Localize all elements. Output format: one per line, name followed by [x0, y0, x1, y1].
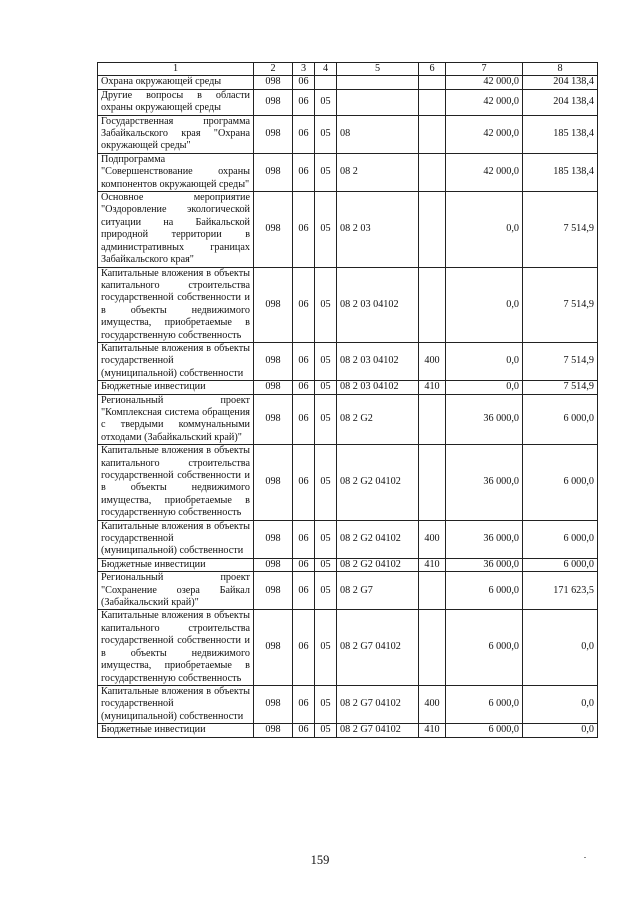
target-article-cell: 08 2 G2 04102: [337, 445, 419, 520]
amount-col7-cell: 42 000,0: [446, 115, 523, 153]
section-code-cell: 06: [293, 153, 315, 191]
expense-type-cell: [419, 267, 446, 342]
admin-code-cell: 098: [254, 394, 293, 445]
expense-type-cell: [419, 394, 446, 445]
admin-code-cell: 098: [254, 153, 293, 191]
column-header: 7: [446, 63, 523, 76]
amount-col8-cell: 185 138,4: [523, 153, 598, 191]
section-code-cell: 06: [293, 89, 315, 115]
row-name-cell: Капитальные вложения в объекты государственной (муниципальной) собственности: [98, 520, 254, 558]
expense-type-cell: 400: [419, 520, 446, 558]
admin-code-cell: 098: [254, 520, 293, 558]
expense-type-cell: [419, 445, 446, 520]
table-row: [98, 445, 598, 520]
target-article-cell: 08 2 G2: [337, 394, 419, 445]
table-row: [98, 153, 598, 191]
section-code-cell: 06: [293, 76, 315, 89]
table-row: [98, 724, 598, 737]
section-code-cell: 06: [293, 610, 315, 685]
table-row: [98, 558, 598, 571]
amount-col8-cell: 6 000,0: [523, 445, 598, 520]
target-article-cell: 08 2 03: [337, 192, 419, 267]
row-name-cell: Бюджетные инвестиции: [98, 724, 254, 737]
admin-code-cell: 098: [254, 267, 293, 342]
row-name-cell: Региональный проект "Сохранение озера Байкал (Забайкальский край)": [98, 572, 254, 610]
subsection-code-cell: 05: [315, 381, 337, 394]
subsection-code-cell: 05: [315, 192, 337, 267]
table-row: [98, 89, 598, 115]
table-row: [98, 572, 598, 610]
subsection-code-cell: 05: [315, 153, 337, 191]
admin-code-cell: 098: [254, 115, 293, 153]
subsection-code-cell: 05: [315, 115, 337, 153]
target-article-cell: 08 2 G2 04102: [337, 520, 419, 558]
target-article-cell: 08 2 G7 04102: [337, 610, 419, 685]
table-row: [98, 76, 598, 89]
column-header: 5: [337, 63, 419, 76]
admin-code-cell: 098: [254, 685, 293, 723]
amount-col8-cell: 0,0: [523, 610, 598, 685]
target-article-cell: 08 2 G7: [337, 572, 419, 610]
subsection-code-cell: 05: [315, 267, 337, 342]
expense-type-cell: [419, 153, 446, 191]
subsection-code-cell: 05: [315, 520, 337, 558]
amount-col7-cell: 42 000,0: [446, 153, 523, 191]
subsection-code-cell: 05: [315, 724, 337, 737]
amount-col7-cell: 36 000,0: [446, 558, 523, 571]
expense-type-cell: 400: [419, 342, 446, 380]
target-article-cell: [337, 89, 419, 115]
subsection-code-cell: 05: [315, 342, 337, 380]
section-code-cell: 06: [293, 685, 315, 723]
amount-col8-cell: 6 000,0: [523, 520, 598, 558]
target-article-cell: 08 2 03 04102: [337, 342, 419, 380]
row-name-cell: Другие вопросы в области охраны окружающей среды: [98, 89, 254, 115]
amount-col7-cell: 36 000,0: [446, 520, 523, 558]
target-article-cell: 08: [337, 115, 419, 153]
amount-col8-cell: 204 138,4: [523, 89, 598, 115]
admin-code-cell: 098: [254, 76, 293, 89]
table-row: [98, 685, 598, 723]
table-row: [98, 520, 598, 558]
table-row: [98, 381, 598, 394]
row-name-cell: Капитальные вложения в объекты капитального строительства государственной собственности и в объекты недвижимого имущества, приобретаемые в государственную собственность: [98, 610, 254, 685]
section-code-cell: 06: [293, 115, 315, 153]
amount-col8-cell: 6 000,0: [523, 558, 598, 571]
table-row: [98, 267, 598, 342]
budget-table: [97, 62, 598, 738]
table-row: [98, 342, 598, 380]
subsection-code-cell: 05: [315, 394, 337, 445]
amount-col7-cell: 6 000,0: [446, 572, 523, 610]
amount-col8-cell: 185 138,4: [523, 115, 598, 153]
row-name-cell: Капитальные вложения в объекты государственной (муниципальной) собственности: [98, 342, 254, 380]
subsection-code-cell: [315, 76, 337, 89]
column-header: 3: [293, 63, 315, 76]
subsection-code-cell: 05: [315, 610, 337, 685]
row-name-cell: Бюджетные инвестиции: [98, 381, 254, 394]
amount-col7-cell: 42 000,0: [446, 76, 523, 89]
admin-code-cell: 098: [254, 192, 293, 267]
column-header: 1: [98, 63, 254, 76]
admin-code-cell: 098: [254, 342, 293, 380]
column-header: 2: [254, 63, 293, 76]
column-header: 8: [523, 63, 598, 76]
amount-col8-cell: 7 514,9: [523, 342, 598, 380]
expense-type-cell: [419, 572, 446, 610]
row-name-cell: Капитальные вложения в объекты капитального строительства государственной собственности и в объекты недвижимого имущества, приобретаемые в государственную собственность: [98, 445, 254, 520]
amount-col7-cell: 6 000,0: [446, 724, 523, 737]
table-header-row: [98, 63, 598, 76]
amount-col8-cell: 7 514,9: [523, 381, 598, 394]
section-code-cell: 06: [293, 394, 315, 445]
amount-col8-cell: 6 000,0: [523, 394, 598, 445]
expense-type-cell: [419, 115, 446, 153]
expense-type-cell: [419, 76, 446, 89]
amount-col7-cell: 6 000,0: [446, 610, 523, 685]
row-name-cell: Бюджетные инвестиции: [98, 558, 254, 571]
section-code-cell: 06: [293, 520, 315, 558]
section-code-cell: 06: [293, 342, 315, 380]
section-code-cell: 06: [293, 445, 315, 520]
expense-type-cell: [419, 610, 446, 685]
amount-col8-cell: 204 138,4: [523, 76, 598, 89]
amount-col8-cell: 7 514,9: [523, 267, 598, 342]
section-code-cell: 06: [293, 558, 315, 571]
amount-col7-cell: 42 000,0: [446, 89, 523, 115]
column-header: 4: [315, 63, 337, 76]
amount-col8-cell: 171 623,5: [523, 572, 598, 610]
expense-type-cell: 400: [419, 685, 446, 723]
row-name-cell: Государственная программа Забайкальского края "Охрана окружающей среды": [98, 115, 254, 153]
amount-col8-cell: 0,0: [523, 724, 598, 737]
expense-type-cell: 410: [419, 381, 446, 394]
target-article-cell: 08 2: [337, 153, 419, 191]
row-name-cell: Подпрограмма "Совершенствование охраны компонентов окружающей среды": [98, 153, 254, 191]
amount-col7-cell: 6 000,0: [446, 685, 523, 723]
subsection-code-cell: 05: [315, 685, 337, 723]
admin-code-cell: 098: [254, 610, 293, 685]
amount-col7-cell: 36 000,0: [446, 394, 523, 445]
table-row: [98, 192, 598, 267]
admin-code-cell: 098: [254, 724, 293, 737]
target-article-cell: 08 2 G7 04102: [337, 685, 419, 723]
section-code-cell: 06: [293, 572, 315, 610]
target-article-cell: 08 2 G7 04102: [337, 724, 419, 737]
subsection-code-cell: 05: [315, 558, 337, 571]
section-code-cell: 06: [293, 267, 315, 342]
table-row: [98, 610, 598, 685]
target-article-cell: 08 2 03 04102: [337, 267, 419, 342]
amount-col8-cell: 0,0: [523, 685, 598, 723]
row-name-cell: Региональный проект "Комплексная система обращения с твердыми коммунальными отходами (Забайкальский край)": [98, 394, 254, 445]
expense-type-cell: 410: [419, 558, 446, 571]
section-code-cell: 06: [293, 192, 315, 267]
target-article-cell: [337, 76, 419, 89]
row-name-cell: Капитальные вложения в объекты капитального строительства государственной собственности и в объекты недвижимого имущества, приобретаемые в государственную собственность: [98, 267, 254, 342]
amount-col7-cell: 0,0: [446, 267, 523, 342]
expense-type-cell: 410: [419, 724, 446, 737]
column-header: 6: [419, 63, 446, 76]
expense-type-cell: [419, 192, 446, 267]
amount-col7-cell: 0,0: [446, 342, 523, 380]
row-name-cell: Капитальные вложения в объекты государственной (муниципальной) собственности: [98, 685, 254, 723]
amount-col8-cell: 7 514,9: [523, 192, 598, 267]
table-row: [98, 394, 598, 445]
admin-code-cell: 098: [254, 558, 293, 571]
admin-code-cell: 098: [254, 445, 293, 520]
section-code-cell: 06: [293, 381, 315, 394]
row-name-cell: Основное мероприятие "Оздоровление экологической ситуации на Байкальской природной территории в административных границах Забайкальского края": [98, 192, 254, 267]
subsection-code-cell: 05: [315, 89, 337, 115]
amount-col7-cell: 36 000,0: [446, 445, 523, 520]
amount-col7-cell: 0,0: [446, 192, 523, 267]
subsection-code-cell: 05: [315, 572, 337, 610]
scan-artifact: [584, 857, 586, 858]
admin-code-cell: 098: [254, 89, 293, 115]
row-name-cell: Охрана окружающей среды: [98, 76, 254, 89]
subsection-code-cell: 05: [315, 445, 337, 520]
page-number: 159: [310, 853, 330, 867]
admin-code-cell: 098: [254, 572, 293, 610]
admin-code-cell: 098: [254, 381, 293, 394]
target-article-cell: 08 2 03 04102: [337, 381, 419, 394]
expense-type-cell: [419, 89, 446, 115]
amount-col7-cell: 0,0: [446, 381, 523, 394]
target-article-cell: 08 2 G2 04102: [337, 558, 419, 571]
section-code-cell: 06: [293, 724, 315, 737]
table-row: [98, 115, 598, 153]
